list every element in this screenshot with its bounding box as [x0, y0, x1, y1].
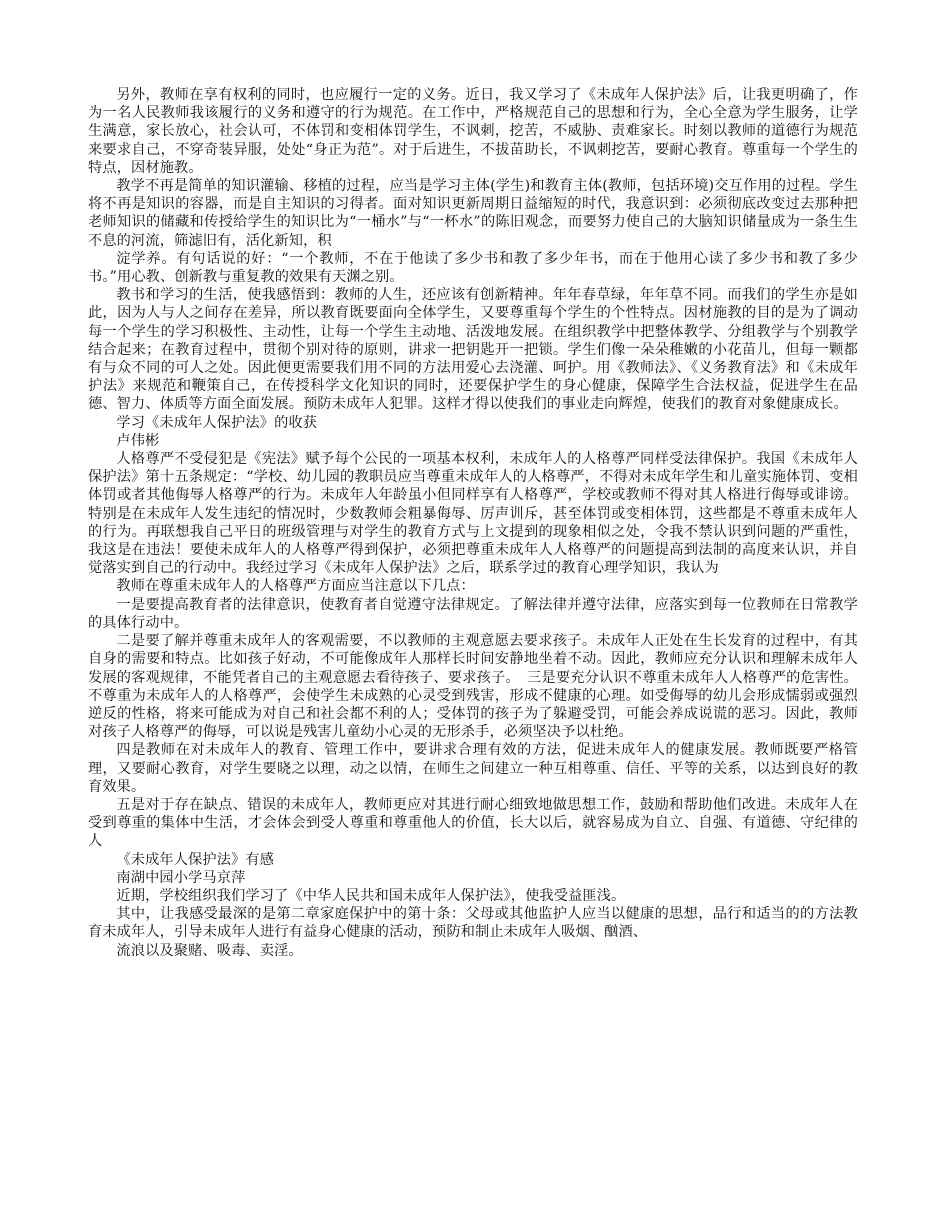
paragraph-point-two-three: 二是要了解并尊重未成年人的客观需要，不以教师的主观意愿去要求孩子。未成年人正处在生长发育的过程中，有其自身的需要和特点。比如孩子好动，不可能像成年人那样长时间安静地坐着不动。因此，教师应充分认识和理解未成年人发展的客观规律，不能凭者自己的主观意愿去看待孩子、要求孩子。 三是要充分认识不尊重未成年人人格尊严的危害性。不尊重为未成年人的人格尊严，会使学生未成熟的心灵受到残害，形成不健康的心理。如受侮辱的幼儿会形成懦弱或强烈逆反的性格，将来可能成为对自己和社会都不利的人；受体罚的孩子为了躲避受罚，可能会养成说谎的恶习。因此，教师对孩子人格尊严的侮辱，可以说是残害儿童幼小心灵的无形杀手，必须坚决予以杜绝。 — [88, 633, 858, 741]
author-school-name: 南湖中园小学马京萍 — [116, 869, 246, 886]
paragraph-point-one: 一是要提高教育者的法律意识，使教育者自觉遵守法律规定。了解法律并遵守法律，应落实到每一位教师在日常教学的具体行动中。 — [88, 596, 858, 631]
paragraph-recent-study: 近期，学校组织我们学习了《中华人民共和国未成年人保护法》，使我受益匪浅。 — [116, 887, 626, 904]
paragraph-point-five: 五是对于存在缺点、错误的未成年人，教师更应对其进行耐心细致地做思想工作，鼓励和帮助他们改进。未成年人在受到尊重的集体中生活，才会体会到受人尊重和尊重他人的价值，长大以后，就容易成为自立、自强、有道德、守纪律的人 — [88, 796, 858, 850]
document-body — [88, 86, 858, 960]
paragraph-dignity-rights: 人格尊严不受侵犯是《宪法》赋予每个公民的一项基本权利，未成年人的人格尊严同样受法律保护。我国《未成年人保护法》第十五条规定：“学校、幼儿园的教职员应当尊重未成年人的人格尊严，不得对未成年学生和儿童实施体罚、变相体罚或者其他侮辱人格尊严的行为。未成年人年龄虽小但同样享有人格尊严，学校或教师不得对其人格进行侮辱或诽谤。特别是在未成年人发生违纪的情况时，少数教师会粗暴侮辱、厉声训斥，甚至体罚或变相体罚，这些都是不尊重未成年人的行为。再联想我自己平日的班级管理与对学生的教育方式与上文提到的现象相似之处，令我不禁认识到问题的严重性，我这是在违法！要使未成年人的人格尊严得到保护，必须把尊重未成年人人格尊严的问题提高到法制的高度来认识，并自觉落实到自己的行动中。我经过学习《未成年人保护法》之后，联系学过的教育心理学知识，我认为 — [88, 451, 858, 577]
paragraph-article-ten: 其中，让我感受最深的是第二章家庭保护中的第十条：父母或其他监护人应当以健康的思想，品行和适当的的方法教育未成年人，引导未成年人进行有益身心健康的活动，预防和制止未成年人吸烟、酗酒、 — [88, 906, 858, 941]
paragraph-innovation-spirit: 教书和学习的生活，使我感悟到：教师的人生，还应该有创新精神。年年春草绿，年年草不同。而我们的学生亦是如此，因为人与人之间存在差异，所以教育既要面向全体学生，又要尊重每个学生的个性特点。因材施教的目的是为了调动每一个学生的学习积极性、主动性，让每一个学生主动地、活泼地发展。在组织教学中把整体教学、分组教学与个别教学结合起来；在教育过程中，贯彻个别对待的原则，讲求一把钥匙开一把锁。学生们像一朵朵稚嫩的小花苗儿，但每一颗都有与众不同的可人之处。因此便更需要我们用不同的方法用爱心去浇灌、呵护。用《教师法》、《义务教育法》和《未成年护法》来规范和鞭策自己，在传授科学文化知识的同时，还要保护学生的身心健康，保障学生合法权益，促进学生在品德、智力、体质等方面全面发展。预防未成年人犯罪。这样才得以使我们的事业走向辉煌，使我们的教育对象健康成长。 — [88, 287, 858, 413]
paragraph-point-four: 四是教师在对未成年人的教育、管理工作中，要讲求合理有效的方法，促进未成年人的健康发展。教师既要严格管理，又要耐心教育，对学生要晓之以理，动之以情，在师生之间建立一种互相尊重、信任、平等的关系，以达到良好的教育效果。 — [88, 742, 858, 795]
section-title-gains: 学习《未成年人保护法》的收获 — [116, 414, 318, 431]
paragraph-teaching-process: 教学不再是简单的知识灌输、移植的过程，应当是学习主体(学生)和教育主体(教师，包括环境)交互作用的过程。学生将不再是知识的容器，而是自主知识的习得者。面对知识更新周期日益缩短的时代，我意识到：必须彻底改变过去那种把老师知识的储藏和传授给学生的知识比为“一桶水”与“一杯水”的陈旧观念，而要努力使自己的大脑知识储量成为一条生生不息的河流，筛滤旧有，活化新知，积 — [88, 178, 858, 249]
paragraph-quote-reading: 淀学养。有句话说的好：“一个教师，不在于他读了多少书和教了多少年书，而在于他用心读了多少书和教了多少书。”用心教、创新教与重复教的效果有天渊之别。 — [88, 250, 858, 286]
author-name: 卢伟彬 — [116, 432, 160, 449]
paragraph-article-ten-continued: 流浪以及聚赌、吸毒、卖淫。 — [116, 942, 303, 959]
paragraph-teacher-obligations: 另外，教师在享有权利的同时，也应履行一定的义务。近日，我又学习了《未成年人保护法》后，让我更明确了，作为一名人民教师我该履行的义务和遵守的行为规范。在工作中，严格规范自己的思想和行为，全心全意为学生服务，让学生满意，家长放心，社会认可，不体罚和变相体罚学生，不讽刺，挖苦，不威胁、责难家长。时刻以教师的道德行为规范来要求自己，不穿奇装异服，处处“身正为范”。对于后进生，不拔苗助长，不讽刺挖苦，要耐心教育。尊重每一个学生的特点，因材施教。 — [88, 87, 858, 176]
section-title-reflection: 《未成年人保护法》有感 — [116, 851, 275, 868]
paragraph-points-intro: 教师在尊重未成年人的人格尊严方面应当注意以下几点： — [116, 578, 475, 595]
